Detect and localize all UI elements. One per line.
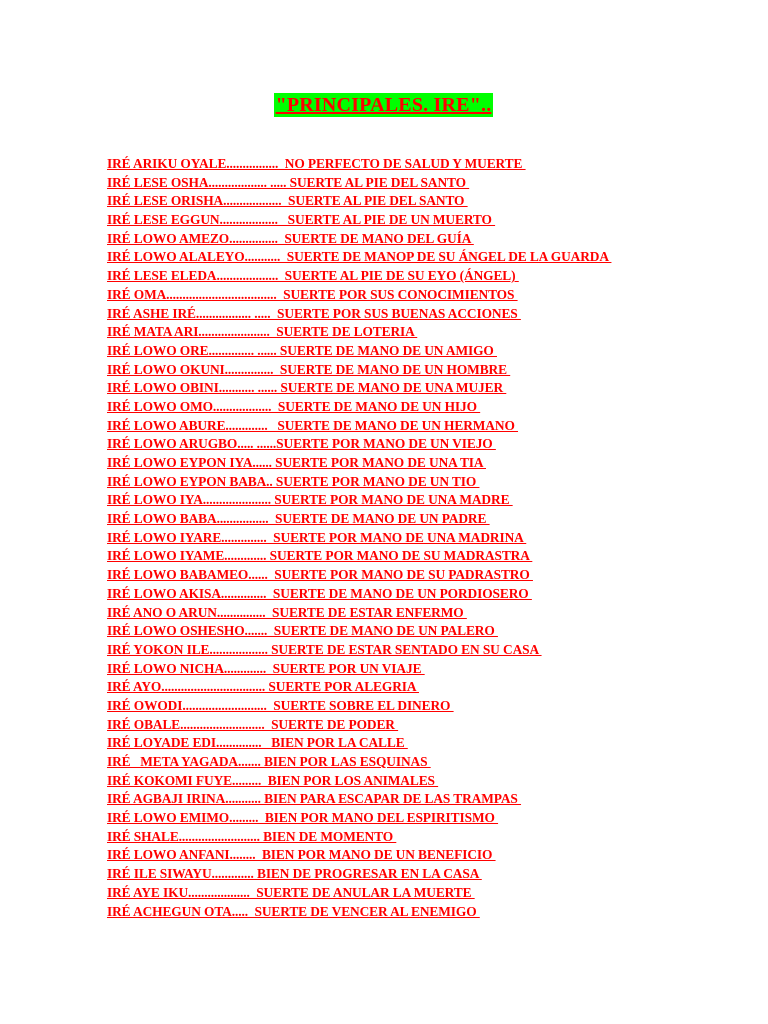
- ire-entry: IRÉ LOWO IYARE.............. SUERTE POR MANO DE UNA MADRINA: [107, 529, 527, 545]
- ire-entry: IRÉ YOKON ILE.................. SUERTE DE ESTAR SENTADO EN SU CASA: [107, 641, 542, 657]
- ire-entry: IRÉ LOWO EYPON IYA...... SUERTE POR MANO DE UNA TIA: [107, 455, 486, 470]
- ire-entry: IRÉ LOWO IYA..................... SUERTE POR MANO DE UNA MADRE: [107, 492, 513, 508]
- ire-entry: IRÉ LOWO OMO.................. SUERTE DE MANO DE UN HIJO: [107, 398, 481, 414]
- ire-entry: IRÉ LOWO BABA................ SUERTE DE MANO DE UN PADRE: [107, 511, 490, 527]
- ire-entry: IRÉ LOWO EYPON BABA.. SUERTE POR MANO DE UN TIO: [107, 473, 480, 489]
- ire-entry: IRÉ AYE IKU................... SUERTE DE ANULAR LA MUERTE: [107, 884, 475, 900]
- ire-entry: IRÉ LESE OSHA.................. ..... SUERTE AL PIE DEL SANTO: [107, 174, 470, 190]
- ire-entry: IRÉ LOWO AKISA.............. SUERTE DE MANO DE UN PORDIOSERO: [107, 585, 532, 601]
- ire-entry: IRÉ LOYADE EDI.............. BIEN POR LA CALLE: [107, 735, 408, 751]
- ire-entry: IRÉ LESE EGGUN.................. SUERTE AL PIE DE UN MUERTO: [107, 212, 496, 228]
- ire-entry: IRÉ LOWO BABAMEO...... SUERTE POR MANO DE SU PADRASTRO: [107, 567, 533, 583]
- ire-entry: IRÉ LESE ELEDA................... SUERTE AL PIE DE SU EYO (ÁNGEL): [107, 268, 519, 284]
- ire-entry: IRÉ ASHE IRÉ................. ..... SUERTE POR SUS BUENAS ACCIONES: [107, 305, 521, 321]
- ire-entry: IRÉ META YAGADA....... BIEN POR LAS ESQUINAS: [107, 754, 431, 769]
- ire-entry: IRÉ LOWO EMIMO......... BIEN POR MANO DEL ESPIRITISMO: [107, 810, 499, 826]
- ire-entry: IRÉ LOWO AMEZO............... SUERTE DE MANO DEL GUÍA: [107, 230, 474, 246]
- ire-entry: IRÉ LOWO ORE.............. ...... SUERTE DE MANO DE UN AMIGO: [107, 342, 497, 358]
- ire-entry: IRÉ AYO................................ SUERTE POR ALEGRIA: [107, 679, 419, 695]
- ire-entry: IRÉ OMA.................................. SUERTE POR SUS CONOCIMIENTOS: [107, 286, 518, 302]
- ire-entry: IRÉ AGBAJI IRINA........... BIEN PARA ESCAPAR DE LAS TRAMPAS: [107, 791, 522, 807]
- ire-entry: IRÉ ILE SIWAYU............. BIEN DE PROGRESAR EN LA CASA: [107, 866, 482, 882]
- ire-entry: IRÉ SHALE......................... BIEN DE MOMENTO: [107, 828, 397, 844]
- ire-entry: IRÉ LOWO OSHESHO....... SUERTE DE MANO DE UN PALERO: [107, 623, 498, 639]
- ire-entry: IRÉ LOWO OBINI........... ...... SUERTE DE MANO DE UNA MUJER: [107, 380, 507, 396]
- ire-entry: IRÉ LOWO ABURE............. SUERTE DE MANO DE UN HERMANO: [107, 417, 519, 433]
- page-title: "PRINCIPALES. IRE"..: [275, 94, 492, 116]
- ire-entry: IRÉ KOKOMI FUYE......... BIEN POR LOS ANIMALES: [107, 772, 439, 788]
- ire-entry: IRÉ MATA ARI...................... SUERTE DE LOTERIA: [107, 324, 418, 340]
- ire-entry: IRÉ ARIKU OYALE................ NO PERFECTO DE SALUD Y MUERTE: [107, 156, 526, 171]
- ire-entry: IRÉ ACHEGUN OTA..... SUERTE DE VENCER AL ENEMIGO: [107, 903, 480, 919]
- ire-entry: IRÉ LOWO ARUGBO..... ......SUERTE POR MANO DE UN VIEJO: [107, 436, 496, 452]
- ire-entry: IRÉ OBALE.......................... SUERTE DE PODER: [107, 716, 399, 732]
- ire-entry: IRÉ LOWO NICHA............. SUERTE POR UN VIAJE: [107, 660, 425, 676]
- ire-entry: IRÉ OWODI.......................... SUERTE SOBRE EL DINERO: [107, 697, 454, 713]
- ire-entry: IRÉ LOWO ANFANI........ BIEN POR MANO DE UN BENEFICIO: [107, 847, 496, 863]
- ire-entry: IRÉ LOWO OKUNI............... SUERTE DE MANO DE UN HOMBRE: [107, 361, 511, 377]
- ire-entry: IRÉ LOWO ALALEYO........... SUERTE DE MANOP DE SU ÁNGEL DE LA GUARDA: [107, 249, 612, 265]
- ire-list: [107, 155, 707, 921]
- ire-entry: IRÉ LESE ORISHA.................. SUERTE AL PIE DEL SANTO: [107, 193, 468, 209]
- title-container: [0, 93, 768, 117]
- ire-entry: IRÉ LOWO IYAME............. SUERTE POR MANO DE SU MADRASTRA: [107, 548, 533, 564]
- ire-entry: IRÉ ANO O ARUN............... SUERTE DE ESTAR ENFERMO: [107, 604, 467, 620]
